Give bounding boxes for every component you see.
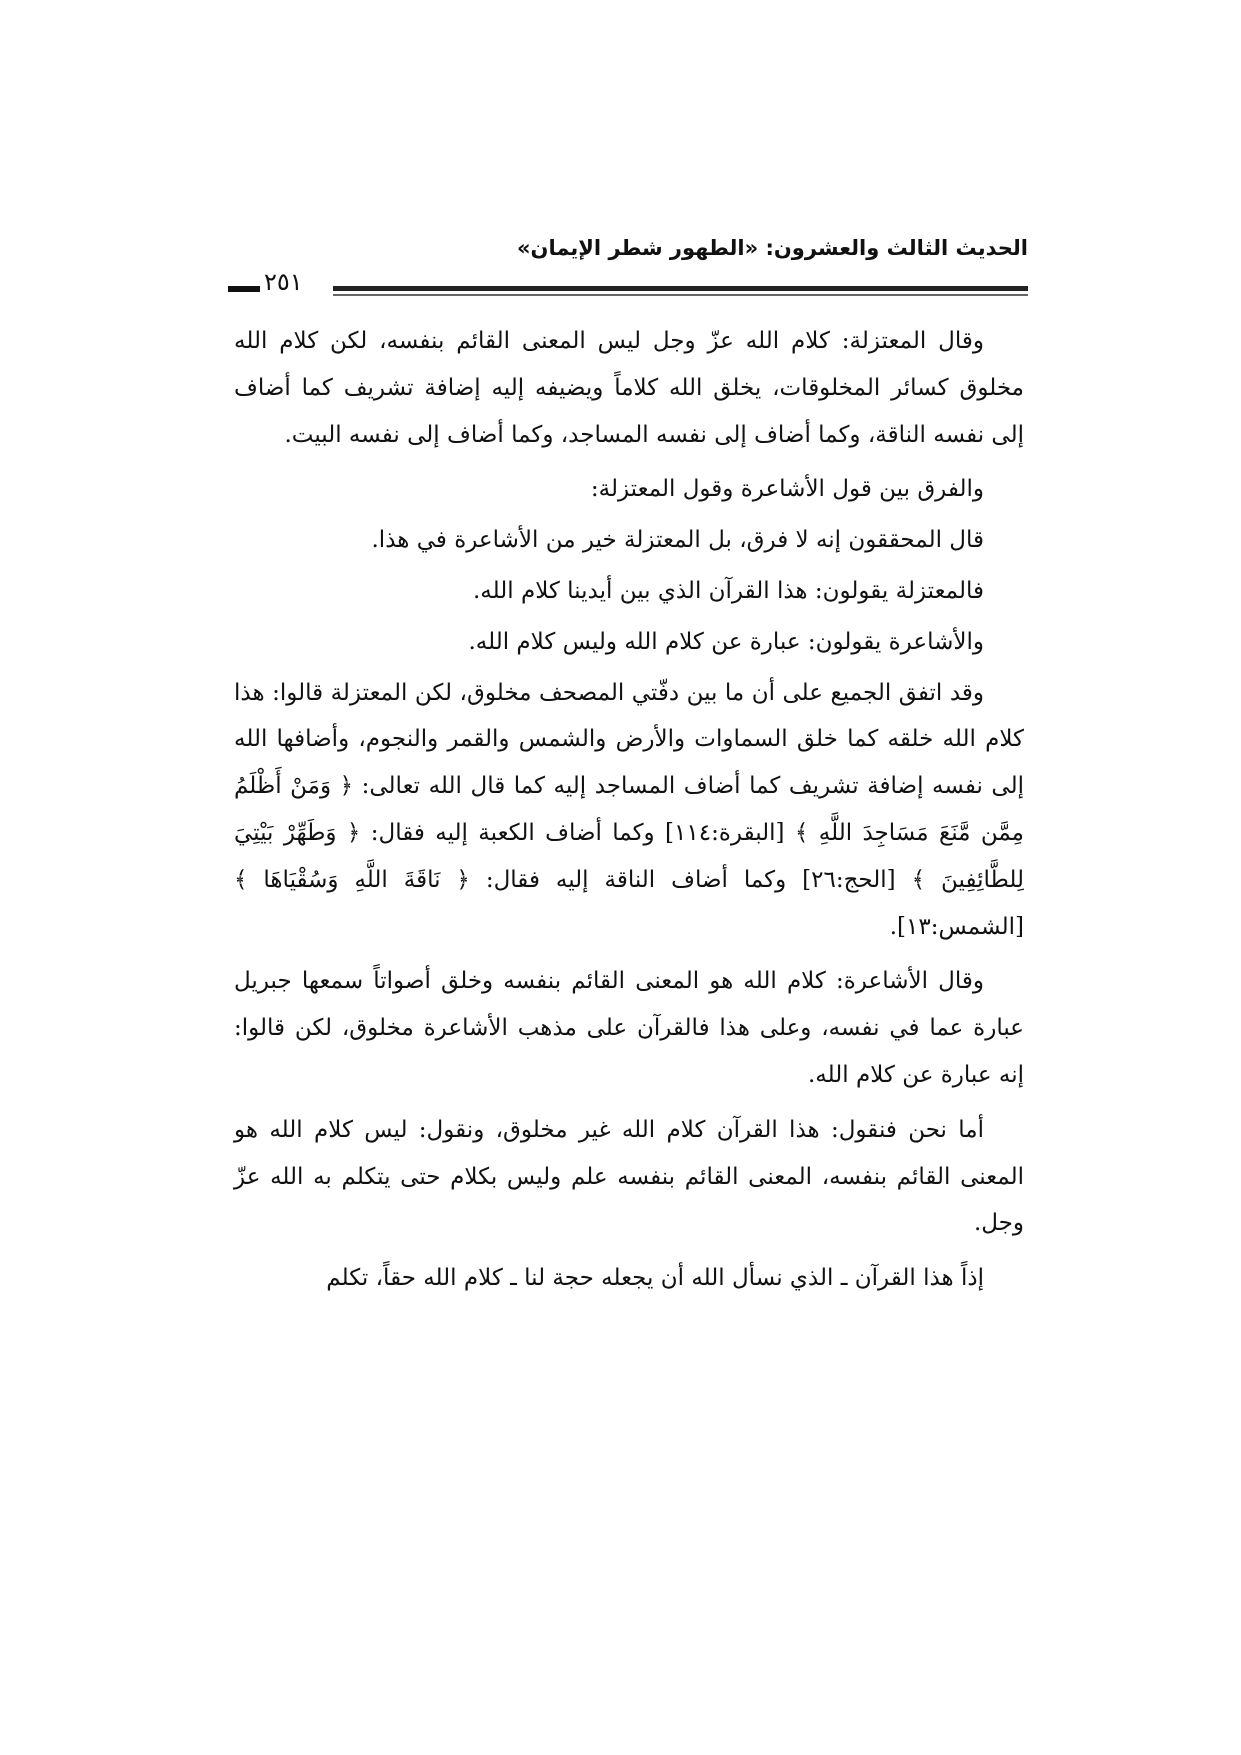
page-number: ٢٥١: [264, 268, 303, 296]
running-header: [228, 236, 1028, 306]
paragraph-agreement: وقد اتفق الجميع على أن ما بين دفّتي المصحف مخلوق، لكن المعتزلة قالوا: هذا كلام الله خلقه كما خلق السماوات والأرض والشمس والقمر والنجوم، وأضافها الله إلى نفسه إضافة تشريف كما أضاف المساجد إليه كما قال الله تعالى: ﴿ وَمَنْ أَظْلَمُ مِمَّن مَّنَعَ مَسَاجِدَ اللَّهِ ﴾ [البقرة:١١٤] وكما أضاف الكعبة إليه فقال: ﴿ وَطَهِّرْ بَيْتِيَ لِلطَّائِفِينَ ﴾ [الحج:٢٦] وكما أضاف الناقة إليه فقال: ﴿ نَاقَةَ اللَّهِ وَسُقْيَاهَا ﴾ [الشمس:١٣].: [234, 679, 1024, 940]
paragraph-mutazila: وقال المعتزلة: كلام الله عزّ وجل ليس المعنى القائم بنفسه، لكن كلام الله مخلوق كسائر المخلوقات، يخلق الله كلاماً ويضيفه إليه إضافة تشريف كما أضاف إلى نفسه الناقة، وكما أضاف إلى نفسه المساجد، وكما أضاف إلى نفسه البيت.: [234, 328, 1024, 448]
header-title: الحديث الثالث والعشرون: «الطهور شطر الإيمان»: [516, 236, 1028, 260]
body-text: [234, 318, 1024, 1310]
paragraph-ashaira: وقال الأشاعرة: كلام الله هو المعنى القائم بنفسه وخلق أصواتاً سمعها جبريل عبارة عما في نفسه، وعلى هذا فالقرآن على مذهب الأشاعرة مخلوق، لكن قالوا: إنه عبارة عن كلام الله.: [234, 968, 1024, 1088]
paragraph-ashaira-say: والأشاعرة يقولون: عبارة عن كلام الله وليس كلام الله.: [468, 628, 984, 655]
paragraph-mutazila-say: فالمعتزلة يقولون: هذا القرآن الذي بين أيدينا كلام الله.: [472, 577, 984, 604]
header-rule: [333, 286, 1028, 291]
paragraph-our-view: أما نحن فنقول: هذا القرآن كلام الله غير مخلوق، ونقول: ليس كلام الله هو المعنى القائم بنفسه، المعنى القائم بنفسه علم وليس بكلام حتى يتكلم به الله عزّ وجل.: [234, 1116, 1024, 1237]
page-number-dash: [228, 286, 260, 292]
paragraph-conclusion: إذاً هذا القرآن ـ الذي نسأل الله أن يجعله حجة لنا ـ كلام الله حقاً، تكلم: [326, 1265, 984, 1292]
header-rule-thin: [333, 294, 1028, 296]
paragraph-difference-heading: والفرق بين قول الأشاعرة وقول المعتزلة:: [590, 476, 984, 503]
paragraph-researchers: قال المحققون إنه لا فرق، بل المعتزلة خير من الأشاعرة في هذا.: [371, 527, 984, 554]
